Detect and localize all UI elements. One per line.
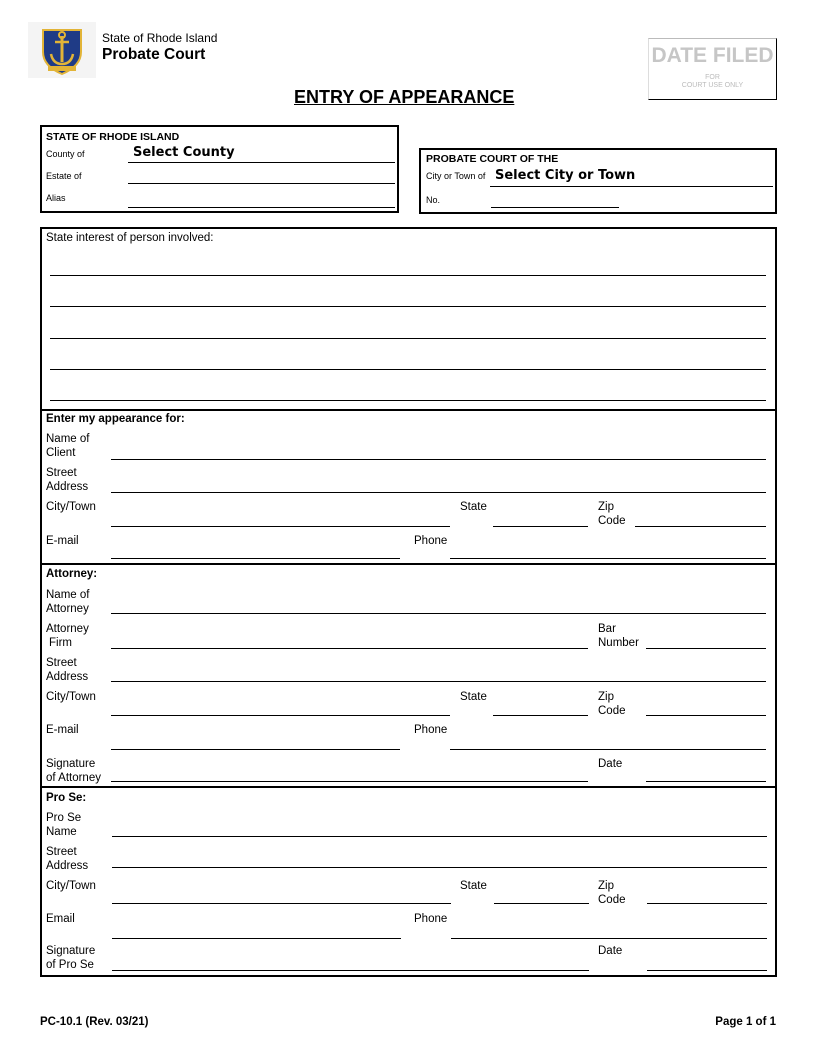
date-filed-box bbox=[648, 38, 777, 100]
client-heading: Enter my appearance for: bbox=[46, 413, 185, 425]
page-number: Page 1 of 1 bbox=[715, 1016, 776, 1028]
attorney-city-label: City/Town bbox=[46, 691, 96, 703]
prose-signature-label-1: Signature bbox=[46, 945, 96, 957]
client-email-input[interactable] bbox=[111, 545, 400, 559]
attorney-heading: Attorney: bbox=[46, 568, 98, 580]
city-town-of-label: City or Town of bbox=[426, 171, 486, 181]
prose-date-input[interactable] bbox=[647, 957, 767, 971]
client-zip-label-1: Zip bbox=[598, 501, 614, 513]
interest-line-3[interactable] bbox=[50, 325, 766, 339]
client-state-input[interactable] bbox=[493, 513, 588, 527]
bar-number-label-1: Bar bbox=[598, 623, 616, 635]
prose-heading: Pro Se: bbox=[46, 792, 87, 804]
alias-label: Alias bbox=[46, 193, 66, 203]
attorney-state-label: State bbox=[460, 691, 487, 703]
attorney-zip-label-1: Zip bbox=[598, 691, 614, 703]
attorney-signature-label-2: of Attorney bbox=[46, 772, 101, 784]
attorney-date-input[interactable] bbox=[646, 768, 766, 782]
case-no-label: No. bbox=[426, 195, 441, 205]
prose-zip-label-2: Code bbox=[598, 894, 626, 906]
court-label: Probate Court bbox=[102, 46, 206, 63]
prose-zip-label-1: Zip bbox=[598, 880, 614, 892]
client-name-label-2: Client bbox=[46, 447, 76, 459]
client-name-label-1: Name of bbox=[46, 433, 90, 445]
attorney-city-input[interactable] bbox=[111, 702, 450, 716]
alias-input[interactable] bbox=[128, 194, 395, 208]
prose-name-label-1: Pro Se bbox=[46, 812, 82, 824]
client-city-label: City/Town bbox=[46, 501, 96, 513]
client-phone-input[interactable] bbox=[450, 545, 766, 559]
interest-line-1[interactable] bbox=[50, 262, 766, 276]
attorney-street-input[interactable] bbox=[111, 668, 766, 682]
attorney-state-input[interactable] bbox=[493, 702, 588, 716]
attorney-zip-label-2: Code bbox=[598, 705, 626, 717]
state-label: State of Rhode Island bbox=[102, 31, 218, 45]
form-number: PC-10.1 (Rev. 03/21) bbox=[40, 1016, 149, 1028]
prose-street-label-1: Street bbox=[46, 846, 77, 858]
client-street-label-2: Address bbox=[46, 481, 89, 493]
attorney-firm-label-1: Attorney bbox=[46, 623, 89, 635]
client-email-label: E-mail bbox=[46, 535, 79, 547]
county-select[interactable]: Select County bbox=[133, 145, 235, 160]
date-filed-court-use: COURT USE ONLY bbox=[681, 82, 744, 89]
client-zip-input[interactable] bbox=[635, 513, 766, 527]
probate-court-heading: PROBATE COURT OF THE bbox=[426, 153, 559, 165]
date-filed-for: FOR bbox=[705, 74, 720, 81]
county-line bbox=[128, 162, 395, 163]
client-zip-label-2: Code bbox=[598, 515, 626, 527]
attorney-signature-label-1: Signature bbox=[46, 758, 96, 770]
attorney-name-label-1: Name of bbox=[46, 589, 90, 601]
interest-label: State interest of person involved: bbox=[46, 232, 214, 244]
attorney-firm-label-2: Firm bbox=[49, 637, 72, 649]
county-label: County of bbox=[46, 149, 85, 159]
caption-heading: STATE OF RHODE ISLAND bbox=[46, 131, 180, 143]
interest-line-5[interactable] bbox=[50, 387, 766, 401]
prose-state-input[interactable] bbox=[494, 890, 589, 904]
attorney-signature-input[interactable] bbox=[111, 768, 588, 782]
client-street-label-1: Street bbox=[46, 467, 77, 479]
client-city-input[interactable] bbox=[111, 513, 450, 527]
attorney-phone-input[interactable] bbox=[450, 736, 766, 750]
attorney-email-input[interactable] bbox=[111, 736, 400, 750]
attorney-firm-input[interactable] bbox=[111, 635, 588, 649]
client-state-label: State bbox=[460, 501, 487, 513]
interest-line-4[interactable] bbox=[50, 356, 766, 370]
attorney-name-input[interactable] bbox=[111, 600, 766, 614]
prose-signature-label-2: of Pro Se bbox=[46, 959, 94, 971]
prose-name-input[interactable] bbox=[112, 823, 767, 837]
prose-city-input[interactable] bbox=[112, 890, 451, 904]
attorney-phone-label: Phone bbox=[414, 724, 448, 736]
attorney-street-label-1: Street bbox=[46, 657, 77, 669]
prose-name-label-2: Name bbox=[46, 826, 77, 838]
prose-section bbox=[40, 786, 777, 977]
bar-number-input[interactable] bbox=[646, 635, 766, 649]
prose-state-label: State bbox=[460, 880, 487, 892]
prose-email-label: Email bbox=[46, 913, 75, 925]
city-town-select[interactable]: Select City or Town bbox=[495, 168, 636, 183]
prose-zip-input[interactable] bbox=[647, 890, 767, 904]
bar-number-label-2: Number bbox=[598, 637, 639, 649]
interest-line-2[interactable] bbox=[50, 293, 766, 307]
prose-street-input[interactable] bbox=[112, 854, 767, 868]
attorney-street-label-2: Address bbox=[46, 671, 89, 683]
client-phone-label: Phone bbox=[414, 535, 448, 547]
attorney-email-label: E-mail bbox=[46, 724, 79, 736]
state-seal-icon bbox=[28, 22, 96, 78]
prose-city-label: City/Town bbox=[46, 880, 96, 892]
interest-section bbox=[40, 227, 777, 411]
prose-phone-input[interactable] bbox=[451, 925, 767, 939]
prose-date-label: Date bbox=[598, 945, 623, 957]
client-name-input[interactable] bbox=[111, 446, 766, 460]
attorney-name-label-2: Attorney bbox=[46, 603, 89, 615]
prose-phone-label: Phone bbox=[414, 913, 448, 925]
attorney-date-label: Date bbox=[598, 758, 623, 770]
date-filed-title: DATE FILED bbox=[651, 44, 774, 67]
attorney-zip-input[interactable] bbox=[646, 702, 766, 716]
estate-of-input[interactable] bbox=[128, 170, 395, 184]
client-street-input[interactable] bbox=[111, 479, 766, 493]
prose-street-label-2: Address bbox=[46, 860, 89, 872]
estate-label: Estate of bbox=[46, 171, 82, 181]
city-town-line bbox=[490, 186, 773, 187]
prose-signature-input[interactable] bbox=[112, 957, 589, 971]
prose-email-input[interactable] bbox=[112, 925, 401, 939]
form-title: ENTRY OF APPEARANCE bbox=[294, 87, 515, 107]
case-number-input[interactable] bbox=[491, 194, 619, 208]
